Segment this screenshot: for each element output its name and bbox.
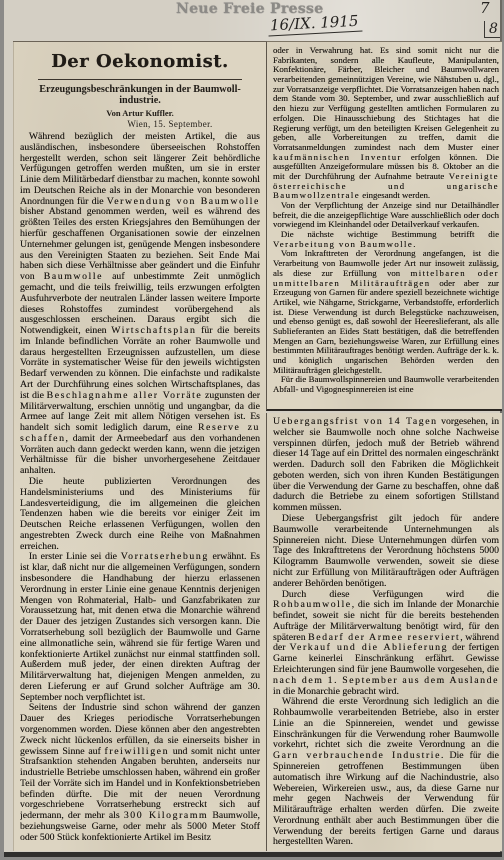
paragraph: [20, 703, 260, 843]
paragraph-text: oder in Verwahrung hat. Es sind somit nicht nur die Fabrikanten, sondern alle Kaufleute, Manipulanten, Konfektionäre, Färber, Bleicher und Baumwollwaren verarbeitenden gemeinnützigen Vereine, wie Nähstuben u. dgl., zur Vorratsanzeige verpflichtet. Die Vorratsanzeigen haben nach dem Stande vom 30. September, und zwar ausschließlich auf den hiezu zur Verfügung gestellten amtlichen Formularen zu erfolgen. Die Hinausschiebung des Stichtages hat die Regierung verfügt, um den beteiligten Kreisen Gelegenheit zu geben, alle Vorbereitungen zu treffen, damit die Vorratsanmeldungen zumindest nach dem Muster einer: [273, 46, 499, 152]
spaced-emphasis: nach dem 1. September aus dem Auslande: [273, 674, 499, 686]
paragraph: [273, 417, 499, 514]
spaced-emphasis: Rohbaumwolle: [273, 599, 352, 611]
paragraph-text: eingesandt werden.: [360, 190, 431, 201]
handwritten-mark: 7: [480, 0, 490, 17]
spaced-emphasis: Vorratserhebung: [120, 551, 209, 563]
paragraph-text: Vom Inkrafttreten der Verordnung angefangen, ist die Verarbeitung von Baumwolle jeder Art nur insoweit zulässig, als diese zur Erfüllung von: [273, 248, 499, 278]
handwritten-date: 16/IX. 1915: [268, 12, 363, 37]
paragraph: [273, 249, 499, 375]
spaced-emphasis: Vereinigte österreichische und ungarische Baumwollzentrale: [273, 170, 499, 201]
paragraph-text: in die Monarchie gebracht wird.: [273, 685, 399, 697]
spaced-emphasis: mittelbaren oder unmittelbaren Militäraufträgen: [273, 267, 499, 288]
right-column-lower-text: [273, 417, 499, 847]
paragraph-text: Für die Baumwollspinnereien und Baumwolle verarbeitenden Abfall- und Vigognespinnereien ist eine: [273, 374, 499, 395]
paragraph-text: vorgesehen, in welcher sie Baumwolle noch ohne solche Nachweise verspinnen dürfen, jedoch muß der Betrieb während dieser 14 Tage auf ein Drittel des normalen eingeschränkt werden. Dadurch soll den Fabriken die Möglichkeit geboten werden, sich von ihren Kunden Bestätigungen über die Verwendung der Garne zu beschaffen, ohne daß dadurch die Betriebe zu einem sofortigen Stillstand kommen müssen.: [273, 417, 499, 514]
paragraph: [273, 590, 499, 698]
spaced-emphasis: Baumwolle: [43, 271, 104, 283]
paragraph-text: Die heute publizierten Verordnungen des Handelsministeriums und des Ministeriums für Landesverteidigung, die im allgemeinen die gleichen Tendenzen haben wie die bereits vor einiger Zeit im Deutschen Reiche erlassenen Verfügungen, wollen den angestrebten Zweck durch eine Reihe von Maßnahmen erreichen.: [20, 476, 260, 552]
paragraph-text: Während bezüglich der meisten Artikel, die aus ausländischen, insbesondere überseeischen Rohstoffen hergestellt werden, schon seit längerer Zeit behördliche Verfügungen getroffen werden mußten, um sie in erster Linie dem Militärbedarf dienstbar zu machen, konnte sowohl im Deutschen Reiche als in der Monarchie von besonderen Anordnungen für die: [20, 132, 260, 207]
clipping-right-column-upper: [266, 41, 502, 411]
spaced-emphasis: Wirtschaftsplan: [111, 325, 197, 337]
publication-stamp: Neue Freie Presse: [176, 1, 324, 17]
paragraph-text: .: [413, 238, 416, 249]
clipping-left-column: [13, 41, 266, 851]
paragraph-text: und somit nicht unter Strafsanktion stehenden Angaben beruhten, anderseits nur industrielle Betriebe umschlossen haben, während ein großer Teil der Vorräte sich im Handel und in Konfektionsbetrieben befinden dürfte. Die mit der neuen Verordnung vorgeschriebene Vorratserhebung erstreckt sich auf jedermann, der mehr als: [20, 745, 260, 822]
dateline: Wien, 15. September.: [127, 119, 213, 129]
spaced-emphasis: 300 Kilogramm: [123, 810, 209, 822]
spaced-emphasis: Verkauf und die Ablieferung: [289, 642, 449, 654]
paragraph-text: Seitens der Industrie sind schon während der ganzen Dauer des Krieges periodische Vorratserhebungen vorgenommen worden. Diese können aber den angestrebten Zweck nicht lückenlos erfüllen, da sie einerseits bisher in gewissem Sinne auf: [20, 702, 260, 757]
paragraph-text: Während die erste Verordnung sich lediglich an die Rohbaumwolle verarbeitenden Betriebe, also in erster Linie an die Spinnereien, wendet und gewisse Einschränkungen für die Verwendung roher Baumwolle vorkehrt, richtet sich die zweite Verordnung an die: [273, 696, 499, 751]
paragraph: [273, 201, 499, 230]
byline: Von Artur Kuffler.: [106, 108, 174, 118]
paragraph-text: auf unbestimmte Zeit unmöglich gemacht, und die teils freiwillig, teils erzwungen erfolgten Ausfuhrverbote der neutralen Länder lassen weitere Importe dieses Rohstoffes zumindest vorübergehend als ausgeschlossen erscheinen. Daraus ergibt sich die Notwendigkeit, einen: [20, 271, 260, 337]
paragraph: [273, 697, 499, 847]
paragraph: [20, 132, 260, 477]
spaced-emphasis: Garn verbrauchende Industrie: [273, 750, 441, 762]
spaced-emphasis: Verwendung von Baumwolle: [106, 195, 260, 207]
divider: [38, 79, 242, 80]
paragraph-text: . Die für die Spinnereien getroffenen Bestimmungen üben automatisch ihre Wirkung auf die Nachindustrie, also Webereien, Wirkereien usw., aus, da diese Garne nur mehr gegen Nachweis der Verwendung für Militäraufträge erhalten werden dürfen. Die zweite Verordnung enthält aber auch Bestimmungen über die Verwendung der bereits fertigen Garne und daraus hergestellten Waren.: [273, 750, 499, 847]
paragraph: [20, 477, 260, 552]
paragraph-text: oder aber zur Erzeugung von Garnen für andere speziell bezeichnete wichtige Artikel, wie Nähgarne, Strickgarne, Verbandstoffe, erforderlich ist. Diese Verwendung ist durch Belegstücke nachzuweisen, und ebenso genügt es, daß sowohl der Heereslieferant, als alle Sublieferanten an Eides Statt bestätigen, daß die betreffenden Mengen an Garn, beziehungsweise Waren, zur Erfüllung eines bestimmten Militärauftrages benötigt werden. Aufträge der k. k. und königlich ungarischen Behörden werden den Militäraufträgen gleichgestellt.: [273, 277, 499, 375]
paragraph-text: , die sich im Inlande der Monarchie befindet, soweit sie nicht für die bereits bestehenden Aufträge der Militärverwaltung benötigt wird, für den späteren: [273, 599, 499, 643]
paragraph-text: Diese Uebergangsfrist gilt jedoch für andere Baumwolle verarbeitende Unternehmungen als Spinnereien nicht. Diese Unternehmungen dürfen vom Tage des Inkrafttretens der Verordnung höchstens 5000 Kilogramm Baumwolle verwenden, soweit sie diese nicht zur Erfüllung von Militäraufträgen oder Aufträgen anderer Behörden benötigen.: [273, 513, 499, 589]
paragraph-text: , damit der Armeebedarf aus den vorhandenen Vorräten auch dann gedeckt werden kann, wenn die jetzigen Verhältnisse für die bisher unvorhergesehene Zeitdauer anhalten.: [20, 432, 260, 477]
paragraph-text: , während der: [273, 631, 499, 654]
paragraph: [273, 230, 499, 249]
spaced-emphasis: freiwilligen: [104, 745, 170, 757]
paragraph-text: In erster Linie sei die: [28, 551, 121, 563]
paragraph: [273, 46, 499, 201]
spaced-emphasis: Bedarf der Armee reserviert: [308, 631, 461, 643]
paragraph: [273, 514, 499, 589]
paragraph: [20, 552, 260, 703]
spaced-emphasis: Beschlagnahme aller Vorräte: [46, 389, 203, 401]
clipping-right-column-lower: [266, 413, 502, 851]
paragraph-text: Die nächste wichtige Bestimmung betrifft die: [280, 229, 499, 240]
paragraph-text: erwähnt. Es ist klar, daß nicht nur die allgemeinen Verfügungen, sondern insbesondere die Handhabung der hierzu erlassenen Verordnung in erster Linie eine genaue Kenntnis derjenigen Mengen von Rohmaterial, Halb- und Ganzfabrikaten zur Voraussetzung hat, mit denen etwa die Monarchie während der Dauer des jetzigen Zustandes sich versorgen kann. Die Vorratserhebung soll bezüglich der Baumwolle und Garne eine allmonatliche sein, während sie für fertige Waren und konfektionierte Artikel zunächst nur einmal stattfinden soll. Außerdem muß jeder, der einen direkten Auftrag der Militärverwaltung hat, diejenigen Mengen anmelden, zu deren Lieferung er auf Grund solcher Aufträge am 30. September noch verpflichtet ist.: [20, 551, 260, 703]
headline: industrie.: [119, 95, 161, 106]
spaced-emphasis: Verarbeitung von Baumwolle: [273, 238, 414, 249]
right-column-upper-text: [273, 46, 499, 406]
handwritten-mark: 8: [484, 21, 500, 38]
paragraph-text: Von der Verpflichtung der Anzeige sind nur Detailhändler befreit, die die anzeigepflichtige Ware ausschließlich oder doch vorwiegend im Kleinhandel oder Detailverkauf verkaufen.: [273, 200, 499, 230]
paragraph-text: zugunsten der Militärverwaltung, erschien unnötig und ungangbar, da die Armee auf lange Zeit mit allem Nötigen versehen ist. Es handelt sich somit lediglich darum, eine: [20, 389, 260, 434]
paragraph-text: erfolgen können. Die ausgefüllten Anzeigeformulare müssen bis 8. Oktober an die mit der Durchführung der Aufnahme betraute: [273, 151, 499, 181]
spaced-emphasis: Uebergangsfrist von 14 Tagen: [273, 417, 438, 427]
paragraph-text: der fertigen Garne keinerlei Einschränkung erfährt. Gewisse Erleichterungen sind für jene Baumwolle vorgesehen, die: [273, 642, 499, 675]
headline: Erzeugungsbeschränkungen in der Baumwoll-: [39, 84, 241, 95]
left-column-text: [20, 132, 260, 846]
paragraph: [273, 375, 499, 394]
spaced-emphasis: Reserve zu schaffen: [20, 422, 260, 444]
spaced-emphasis: kaufmännischen Inventur: [273, 151, 402, 162]
section-title: Der Oekonomist.: [51, 51, 229, 72]
paragraph-text: Durch diese Verfügungen wird die: [281, 588, 499, 600]
paragraph-text: bisher Abstand genommen werden, weil es während des größten Teiles des ersten Kriegsjahres den Bemühungen der hierfür geschaffenen Organisationen sowie der einzelnen Unternehmer gelungen ist, genügende Mengen insbesondere aus den Vereinigten Staaten zu beziehen. Seit Ende Mai haben sich diese Verhältnisse aber geändert und die Einfuhr von: [20, 206, 260, 283]
paragraph-text: Baumwolle, beziehungsweise Garne, oder mehr als 5000 Meter Stoff oder 500 Stück konfektionierte Artikel im Besitz: [20, 810, 260, 843]
paragraph-text: für die bereits im Inlande befindlichen Vorräte an roher Baumwolle und daraus hergestellten Erzeugnissen aufzustellen, um diese Vorräte in systematischer Weise für den jeweils wichtigsten Bedarf verwenden zu können. Die einfachste und radikalste Art der Durchführung eines solchen Wirtschaftsplanes, das ist die: [20, 325, 260, 401]
